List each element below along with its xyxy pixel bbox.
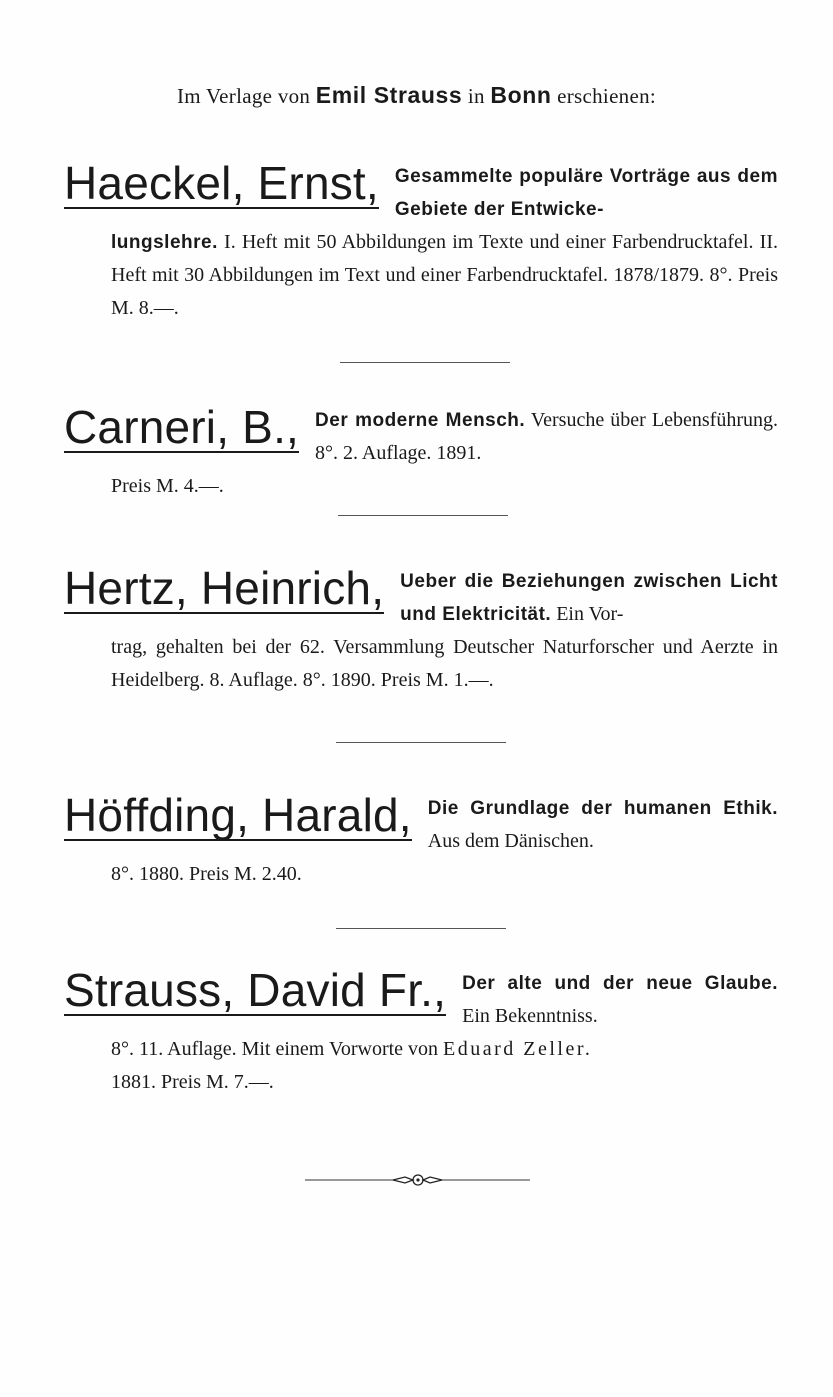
entry-description	[111, 1033, 778, 1099]
entry-description	[111, 226, 778, 325]
author-name: Haeckel, Ernst,	[64, 157, 379, 209]
book-entry-hoeffding	[64, 789, 778, 891]
book-title: Die Grundlage der humanen Ethik.	[427, 798, 778, 819]
book-entry-strauss	[64, 964, 778, 1099]
header-post: erschienen:	[557, 84, 657, 108]
publisher-header	[0, 82, 833, 109]
author-name: Strauss, David Fr.,	[64, 964, 447, 1016]
book-entry-haeckel	[64, 157, 778, 325]
entry-heading-details: Aus dem Dänischen.	[427, 830, 594, 852]
entry-details-price: 1881. Preis M. 7.—.	[111, 1071, 274, 1093]
book-title: Der alte und der neue Glaube.	[462, 973, 778, 994]
closing-ornament	[305, 1170, 530, 1190]
entry-description: trag, gehalten bei der 62. Versammlung Deutscher Naturforscher und Aerzte in Heidelberg. 8. Auflage. 8°. 1890. Preis M. 1.—.	[111, 636, 778, 691]
entry-description: 8°. 1880. Preis M. 2.40.	[111, 863, 302, 885]
author-name: Höffding, Harald,	[64, 789, 412, 841]
book-entry-carneri	[64, 401, 778, 503]
separator-rule	[338, 515, 508, 516]
editor-name: Eduard Zeller.	[443, 1038, 593, 1060]
publisher-name: Emil Strauss	[315, 82, 463, 108]
author-name: Carneri, B.,	[64, 401, 300, 453]
entry-description: Preis M. 4.—.	[111, 475, 224, 497]
separator-rule	[340, 362, 510, 363]
header-pre: Im Verlage von	[176, 84, 311, 108]
book-title: Der moderne Mensch.	[315, 410, 526, 431]
entry-details: 8°. 11. Auflage. Mit einem Vorworte von	[111, 1038, 444, 1060]
book-entry-hertz	[64, 562, 778, 697]
header-mid: in	[467, 84, 485, 108]
book-title: Gesammelte populäre Vorträge aus dem Gebiete der Entwicke-	[394, 166, 778, 220]
entry-heading-details: Ein Vor-	[551, 603, 624, 625]
book-title-continued: lungslehre.	[111, 232, 218, 253]
entry-heading-details: Ein Bekenntniss.	[462, 1005, 598, 1027]
author-name: Hertz, Heinrich,	[64, 562, 385, 614]
separator-rule	[336, 928, 506, 929]
entry-details: I. Heft mit 50 Abbildungen im Texte und einer Farbendrucktafel. II. Heft mit 30 Abbildungen im Text und einer Farbendrucktafel. 1878/1879. 8°. Preis M. 8.—.	[111, 231, 778, 319]
separator-rule	[336, 742, 506, 743]
book-title: Ueber die Beziehungen zwischen Licht und Elektricität.	[400, 571, 778, 625]
publisher-city: Bonn	[490, 82, 552, 108]
entry-heading-details: Versuche über Lebensführung. 8°. 2. Auflage. 1891.	[315, 409, 778, 464]
